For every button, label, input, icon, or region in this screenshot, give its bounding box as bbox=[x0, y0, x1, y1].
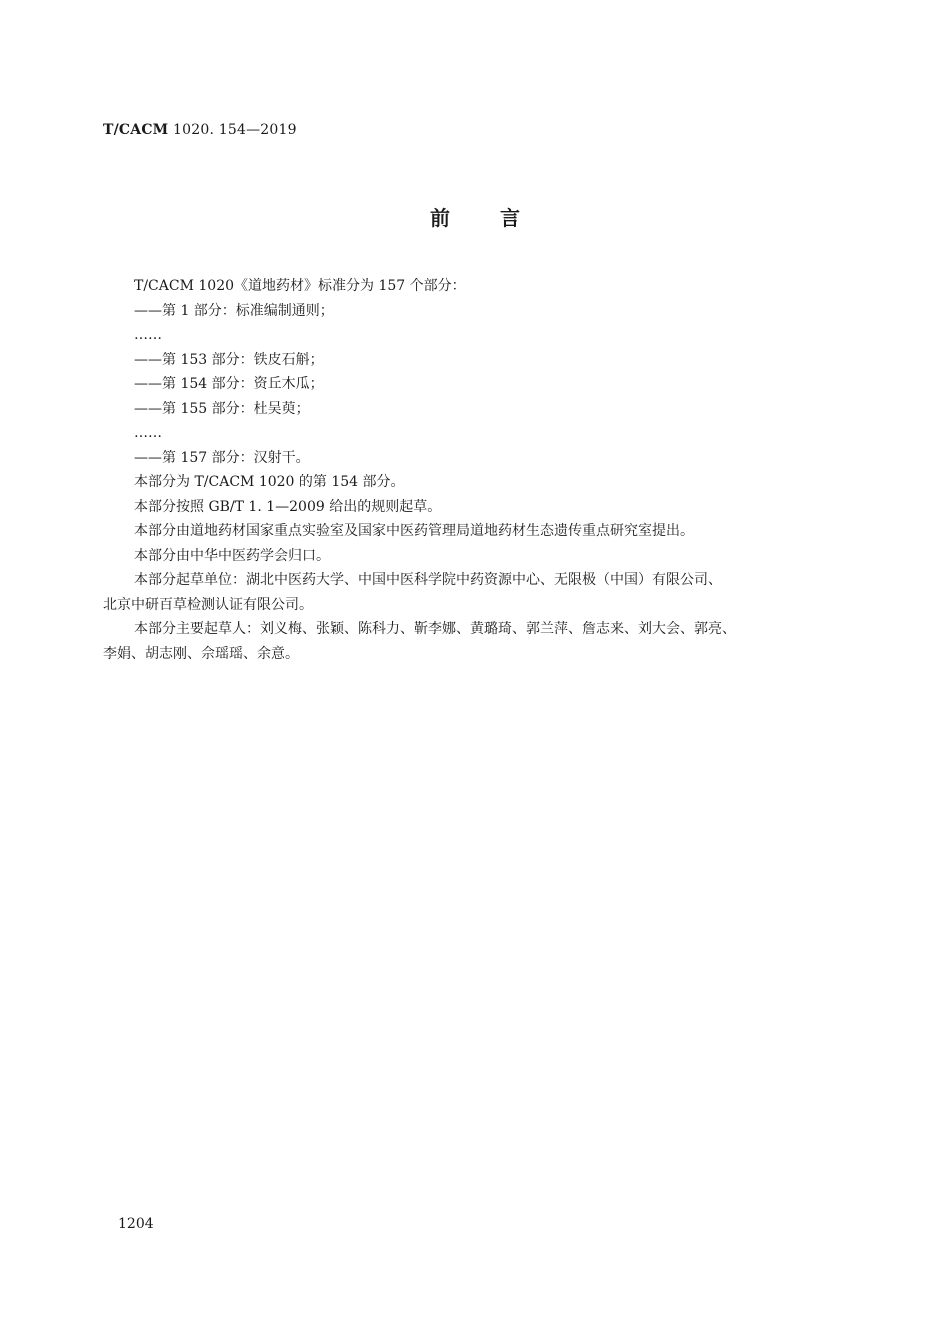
foreword-body bbox=[103, 274, 838, 666]
drafters-line-1: 本部分主要起草人：刘义梅、张颖、陈科力、靳李娜、黄璐琦、郭兰萍、詹志来、刘大会、郭亮、 bbox=[134, 621, 736, 637]
page-title: 前言 bbox=[430, 206, 570, 230]
document-code bbox=[103, 122, 297, 138]
intro-paragraph: T/CACM 1020《道地药材》标准分为 157 个部分： bbox=[134, 278, 466, 294]
list-item-part-1: ——第 1 部分：标准编制通则； bbox=[134, 302, 334, 319]
list-item-part-157: ——第 157 部分：汉射干。 bbox=[134, 449, 310, 466]
document-code-prefix: T/CACM bbox=[103, 122, 169, 138]
centralized-by-paragraph: 本部分由中华中医药学会归口。 bbox=[134, 547, 330, 564]
drafting-rules-paragraph: 本部分按照 GB/T 1. 1—2009 给出的规则起草。 bbox=[134, 498, 442, 515]
this-part-paragraph: 本部分为 T/CACM 1020 的第 154 部分。 bbox=[134, 474, 405, 490]
list-ellipsis: …… bbox=[134, 425, 162, 441]
list-item-part-153: ——第 153 部分：铁皮石斛； bbox=[134, 351, 324, 368]
drafting-units-line-2: 北京中研百草检测认证有限公司。 bbox=[103, 596, 313, 613]
list-ellipsis: …… bbox=[134, 327, 162, 343]
drafters-line-2: 李娟、胡志刚、佘瑶瑶、余意。 bbox=[103, 645, 299, 662]
drafting-units-line-1: 本部分起草单位：湖北中医药大学、中国中医科学院中药资源中心、无限极（中国）有限公司、 bbox=[134, 572, 722, 588]
page-number: 1204 bbox=[118, 1216, 154, 1232]
proposed-by-paragraph: 本部分由道地药材国家重点实验室及国家中医药管理局道地药材生态遗传重点研究室提出。 bbox=[134, 523, 694, 539]
document-code-number: 1020. 154—2019 bbox=[168, 122, 297, 138]
list-item-part-155: ——第 155 部分：杜吴萸； bbox=[134, 400, 310, 417]
list-item-part-154: ——第 154 部分：资丘木瓜； bbox=[134, 376, 324, 392]
